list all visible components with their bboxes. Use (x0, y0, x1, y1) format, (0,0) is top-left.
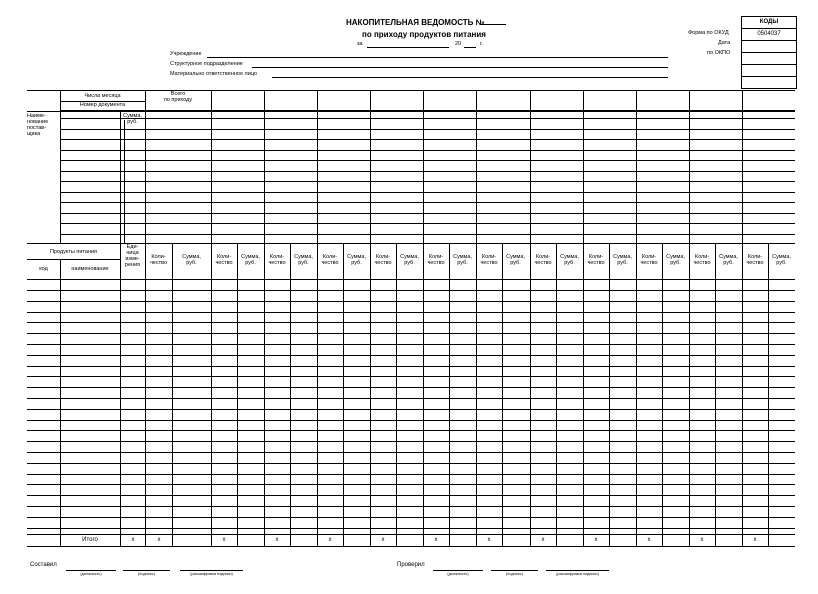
qty-header-8: Коли- чество (587, 254, 605, 266)
grid-line (60, 160, 795, 161)
year-line (464, 47, 476, 48)
grid-line (27, 528, 795, 529)
grid-line (742, 243, 743, 546)
grid-line (60, 202, 795, 203)
grid-line (449, 243, 450, 546)
grid-line (317, 90, 318, 243)
year-prefix: 20 (455, 41, 462, 47)
supplier-header: Наиме- нование постав- щика (27, 113, 49, 137)
x-mark-qty-6: х (487, 537, 491, 543)
x-mark-qty-2: х (275, 537, 279, 543)
grid-line (27, 409, 795, 410)
grid-line (689, 90, 690, 243)
institution-line (207, 57, 668, 58)
grid-line (27, 452, 795, 453)
responsible-label: Материально ответственное лицо (170, 71, 257, 77)
grid-line (502, 243, 503, 546)
sum-header-10: Сумма, руб. (719, 254, 738, 266)
grid-line (583, 90, 584, 243)
grid-line (27, 495, 795, 496)
grid-line (27, 376, 795, 377)
sum-header-5: Сумма, руб. (453, 254, 472, 266)
grid-line (556, 243, 557, 546)
grid-line (60, 192, 795, 193)
x-mark-qty-5: х (434, 537, 438, 543)
grid-line (27, 441, 795, 442)
grid-line (317, 243, 318, 546)
checked-decoding-line (546, 570, 609, 571)
codes-header: КОДЫ (742, 17, 796, 29)
grid-line (689, 243, 690, 546)
grid-line (636, 243, 637, 546)
x-mark-qty-10: х (700, 537, 704, 543)
sum-header-total: Сумма, руб. (182, 254, 201, 266)
grid-line (476, 90, 477, 243)
sum-header-6: Сумма, руб. (506, 254, 525, 266)
grid-line (211, 90, 212, 243)
codes-empty-2 (742, 77, 796, 88)
grid-line (60, 259, 61, 546)
grid-line (662, 243, 663, 546)
x-mark-qty-4: х (381, 537, 385, 543)
sum-header-2: Сумма, руб. (294, 254, 313, 266)
qty-header-5: Коли- чество (427, 254, 445, 266)
grid-line (264, 243, 265, 546)
grid-line (27, 463, 795, 464)
grid-line (715, 243, 716, 546)
x-mark-qty-3: х (328, 537, 332, 543)
form-subtitle: по приходу продуктов питания (362, 30, 486, 39)
number-line (480, 24, 506, 25)
x-mark-qty-11: х (753, 537, 757, 543)
grid-line (27, 430, 795, 431)
grid-line (27, 546, 795, 547)
grid-line (27, 259, 120, 260)
grid-line (609, 243, 610, 546)
form-title: НАКОПИТЕЛЬНАЯ ВЕДОМОСТЬ № (346, 18, 485, 27)
codes-block (741, 16, 797, 89)
grid-line (27, 474, 795, 475)
grid-line (124, 120, 125, 243)
sum-header-1: Сумма, руб. (241, 254, 260, 266)
grid-line (27, 420, 795, 421)
grid-line (27, 484, 795, 485)
grid-line (60, 90, 61, 243)
grid-line (370, 90, 371, 243)
grid-line (60, 181, 795, 182)
upper-sum-header: Сумма, руб. (123, 113, 142, 125)
x-mark-qty-1: х (222, 537, 226, 543)
grid-line (120, 243, 121, 546)
x-mark-unit: х (131, 537, 135, 543)
grid-line (27, 322, 795, 323)
doc-header: Номер документа (79, 102, 126, 108)
name-header: наименование (71, 266, 109, 272)
grid-line (27, 506, 795, 507)
grid-line (264, 90, 265, 243)
grid-line (145, 90, 146, 243)
x-mark-qty-8: х (594, 537, 598, 543)
qty-header-3: Коли- чество (321, 254, 339, 266)
okud-value: 0504037 (742, 29, 796, 41)
grid-line (27, 366, 795, 367)
sum-header-7: Сумма, руб. (560, 254, 579, 266)
grid-line (343, 243, 344, 546)
grid-line (60, 150, 795, 151)
grid-line (27, 534, 795, 535)
code-header: код (39, 266, 48, 272)
total-row-label: Итого (82, 537, 98, 543)
grid-line (396, 243, 397, 546)
grid-line (530, 90, 531, 243)
sum-header-3: Сумма, руб. (347, 254, 366, 266)
products-header: Продукты питания (49, 249, 98, 255)
compiled-label: Составил (30, 562, 57, 568)
grid-line (742, 90, 743, 243)
okpo-label: по ОКПО (707, 50, 731, 56)
qty-header-total: Коли- чество (149, 254, 168, 266)
qty-header-11: Коли- чество (746, 254, 764, 266)
grid-line (27, 301, 795, 302)
sum-header-9: Сумма, руб. (666, 254, 685, 266)
grid-line (27, 387, 795, 388)
grid-line (60, 171, 795, 172)
qty-header-4: Коли- чество (374, 254, 392, 266)
qty-header-2: Коли- чество (268, 254, 286, 266)
grid-line (27, 312, 795, 313)
unit-header: Еди- ница изме- рения (124, 244, 141, 268)
checked-signature-caption: (подпись) (506, 572, 523, 576)
grid-line (27, 111, 795, 112)
compiled-signature-line (123, 570, 170, 571)
grid-line (27, 279, 795, 280)
date-value (742, 41, 796, 53)
qty-header-10: Коли- чество (693, 254, 711, 266)
grid-line (27, 333, 795, 334)
compiled-position-line (66, 570, 116, 571)
checked-decoding-caption: (расшифровка подписи) (556, 572, 599, 576)
okud-label: Форма по ОКУД (688, 30, 729, 36)
year-suffix: г. (480, 41, 483, 47)
sum-header-4: Сумма, руб. (400, 254, 419, 266)
grid-line (60, 223, 795, 224)
grid-line (423, 243, 424, 546)
grid-line (27, 517, 795, 518)
grid-line (370, 243, 371, 546)
grid-line (60, 118, 795, 119)
date-label: Дата (718, 40, 731, 46)
checked-label: Проверил (397, 562, 425, 568)
checked-signature-line (491, 570, 538, 571)
grid-line (60, 213, 795, 214)
grid-line (636, 90, 637, 243)
okpo-value (742, 53, 796, 65)
grid-line (768, 243, 769, 546)
institution-label: Учреждение (170, 51, 202, 57)
grid-line (27, 290, 795, 291)
compiled-decoding-line (180, 570, 243, 571)
date-header: Числа месяца (84, 93, 121, 99)
period-label: за (357, 41, 363, 47)
department-label: Структурное подразделение (170, 61, 243, 67)
total-header: Всего по приходу (163, 91, 193, 103)
compiled-signature-caption: (подпись) (138, 572, 155, 576)
x-mark-qty-9: х (647, 537, 651, 543)
x-mark-qty-7: х (541, 537, 545, 543)
compiled-position-caption: (должность) (80, 572, 102, 576)
compiled-decoding-caption: (расшифровка подписи) (190, 572, 233, 576)
grid-line (60, 139, 795, 140)
codes-empty-1 (742, 65, 796, 77)
department-line (252, 67, 668, 68)
responsible-line (272, 77, 668, 78)
grid-line (583, 243, 584, 546)
qty-header-1: Коли- чество (215, 254, 233, 266)
grid-line (120, 111, 121, 243)
grid-line (145, 243, 146, 546)
grid-line (530, 243, 531, 546)
grid-line (60, 234, 795, 235)
grid-line (27, 344, 795, 345)
grid-line (27, 398, 795, 399)
grid-line (211, 243, 212, 546)
sum-header-11: Сумма, руб. (772, 254, 791, 266)
grid-line (172, 243, 173, 546)
grid-line (476, 243, 477, 546)
grid-line (237, 243, 238, 546)
checked-position-line (433, 570, 483, 571)
period-line (367, 47, 449, 48)
grid-line (423, 90, 424, 243)
grid-line (60, 129, 795, 130)
qty-header-6: Коли- чество (480, 254, 498, 266)
grid-line (27, 90, 795, 91)
sum-header-8: Сумма, руб. (613, 254, 632, 266)
x-mark-qty-total: х (157, 537, 161, 543)
qty-header-7: Коли- чество (534, 254, 552, 266)
checked-position-caption: (должность) (447, 572, 469, 576)
qty-header-9: Коли- чество (640, 254, 658, 266)
grid-line (290, 243, 291, 546)
grid-line (27, 355, 795, 356)
